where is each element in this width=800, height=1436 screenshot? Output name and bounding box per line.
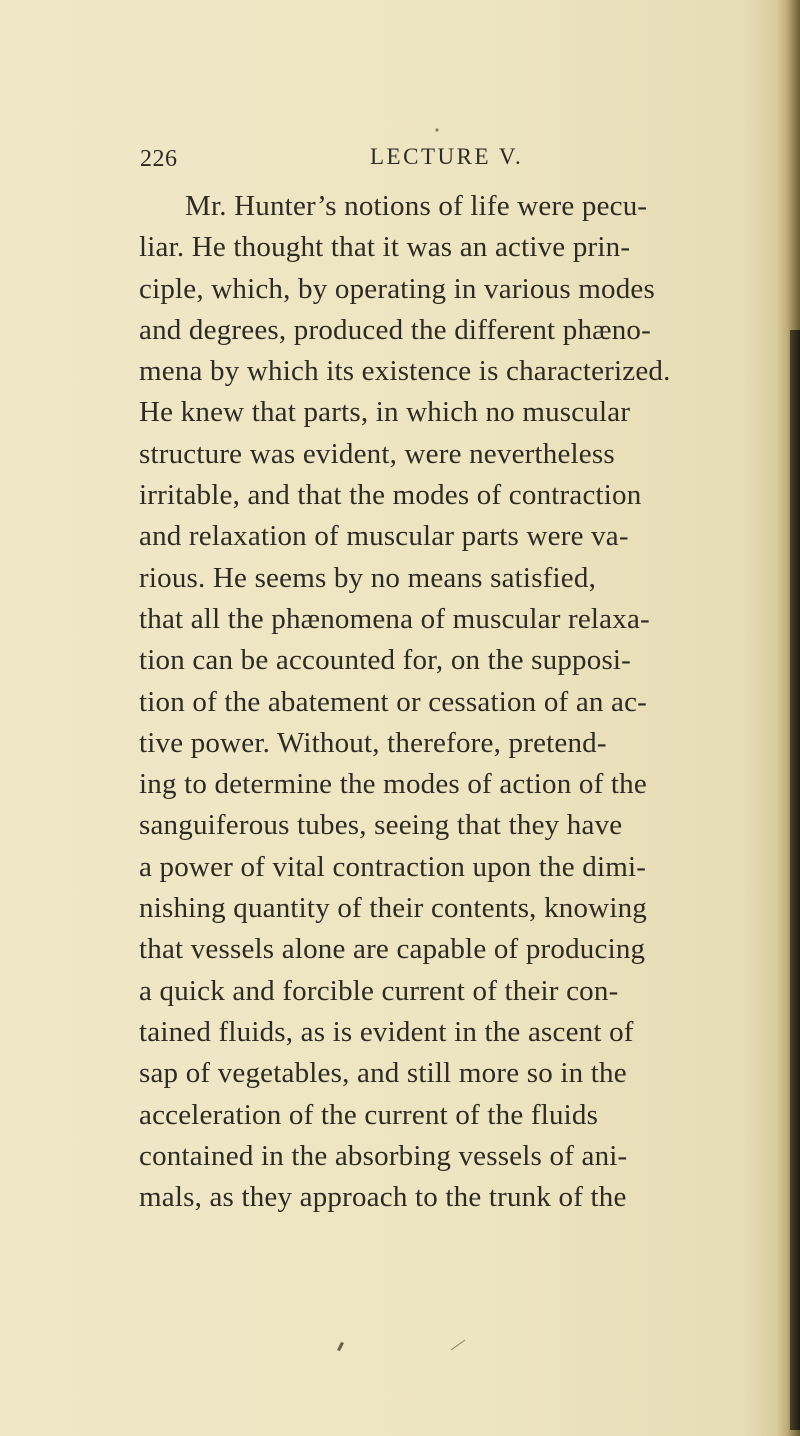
text-line: a power of vital contraction upon the dimi- — [139, 850, 647, 883]
text-line: that vessels alone are capable of producing — [139, 933, 646, 966]
text-line: sap of vegetables, and still more so in the — [139, 1057, 627, 1090]
text-line: and relaxation of muscular parts were va- — [139, 520, 629, 553]
text-line: and degrees, produced the different phæno- — [139, 313, 651, 346]
paper-speck — [451, 1340, 465, 1350]
text-line: sanguiferous tubes, seeing that they have — [139, 809, 623, 842]
page-edge-shadow — [778, 0, 800, 1436]
text-line: mals, as they approach to the trunk of the — [139, 1181, 627, 1214]
text-line: Mr. Hunter’s notions of life were pecu- — [185, 190, 648, 222]
text-line: tion of the abatement or cessation of an ac- — [139, 685, 648, 718]
text-line: nishing quantity of their contents, knowing — [139, 892, 647, 925]
running-head — [140, 140, 760, 172]
text-line: irritable, and that the modes of contraction — [139, 479, 642, 512]
text-line: a quick and forcible current of their con- — [139, 974, 619, 1007]
text-line: He knew that parts, in which no muscular — [139, 396, 631, 429]
text-line: tained fluids, as is evident in the ascent of — [139, 1015, 634, 1048]
text-line: that all the phænomena of muscular relaxa- — [139, 602, 650, 635]
running-head-title: LECTURE V. — [370, 144, 524, 169]
text-line: liar. He thought that it was an active prin- — [139, 231, 631, 264]
text-line: ing to determine the modes of action of the — [139, 768, 647, 801]
text-line: ciple, which, by operating in various modes — [139, 272, 655, 305]
paper-speck — [337, 1342, 344, 1351]
page-number: 226 — [140, 146, 178, 172]
text-line: tive power. Without, therefore, pretend- — [139, 726, 607, 759]
text-line: mena by which its existence is characterized. — [139, 355, 671, 388]
text-line: structure was evident, were nevertheless — [139, 437, 615, 470]
body-text — [139, 186, 779, 1218]
text-line: acceleration of the current of the fluids — [139, 1098, 599, 1131]
text-line: contained in the absorbing vessels of ani- — [139, 1139, 628, 1172]
text-line: tion can be accounted for, on the supposi- — [139, 644, 632, 677]
text-line: rious. He seems by no means satisfied, — [139, 561, 597, 594]
paper-speck — [435, 128, 438, 131]
